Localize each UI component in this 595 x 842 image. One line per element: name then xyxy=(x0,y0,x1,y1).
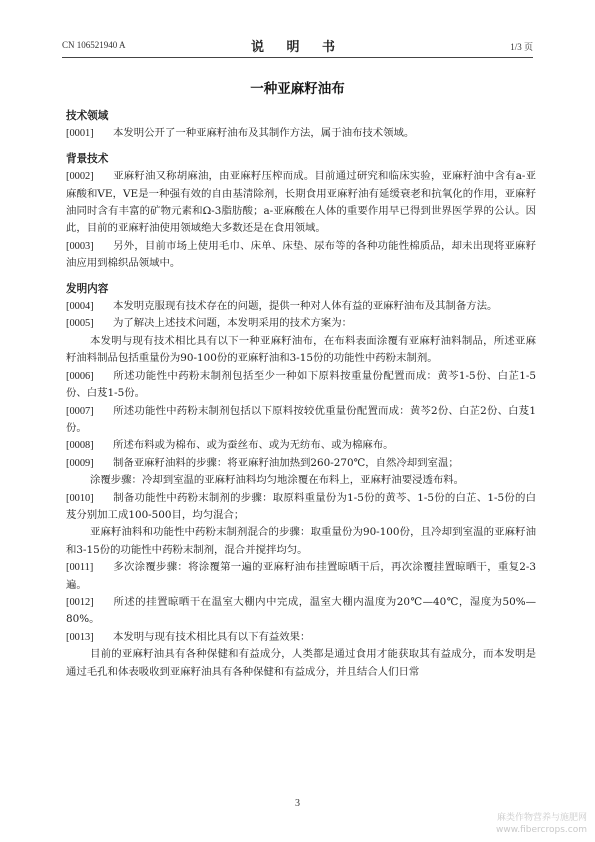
paragraph-number: [0002] xyxy=(66,171,94,183)
paragraph-number: [0011] xyxy=(66,562,94,574)
numbered-paragraph xyxy=(66,629,536,646)
paragraph-text: 所述布料或为棉布、或为蚕丝布、或为无纺布、或为棉麻布。 xyxy=(113,439,394,452)
numbered-paragraph xyxy=(66,238,536,273)
section-heading: 背景技术 xyxy=(66,152,109,165)
numbered-paragraph xyxy=(66,168,536,238)
section-spacer xyxy=(66,273,536,281)
document-title: 一种亚麻籽油布 xyxy=(250,81,345,97)
paragraph-number: [0013] xyxy=(66,631,94,643)
page-header xyxy=(62,36,533,54)
paragraph-number: [0001] xyxy=(66,128,94,140)
paragraph-number: [0004] xyxy=(66,301,94,313)
watermark-url: www.fibercrops.com xyxy=(496,825,587,835)
paragraph-number: [0006] xyxy=(66,370,94,382)
numbered-paragraph xyxy=(66,315,536,332)
paragraph-text: 另外，目前市场上使用毛巾、床单、床垫、尿布等的各种功能性棉质品，却未出现将亚麻籽油应用到棉织品领域中。 xyxy=(66,239,536,270)
paragraph-number: [0003] xyxy=(66,240,94,252)
numbered-paragraph xyxy=(66,437,536,454)
paragraph-text: 制备功能性中药粉末制剂的步骤：取原料重量份为1-5份的黄芩、1-5份的白芷、1-5份的白芨分别加工成100-500目，均匀混合； xyxy=(66,491,536,521)
paragraph-text: 本发明克服现有技术存在的问题，提供一种对人体有益的亚麻籽油布及其制备方法。 xyxy=(113,300,498,313)
paragraph-text: 亚麻籽油又称胡麻油，由亚麻籽压榨而成。目前通过研究和临床实验，亚麻籽油中含有a-亚麻酸和VE，VE是一种强有效的自由基清除剂，长期食用亚麻籽油有延缓衰老和抗氧化的作用，亚麻籽油同时含有丰富的矿物元素和Ω-3脂肪酸；a-亚麻酸在人体的重要作用早已得到世界医学界的公认。因此，目前的亚麻籽油使用领域绝大多数还是在食用领域。 xyxy=(66,170,536,235)
paragraph-text: 本发明与现有技术相比具有以下有益效果： xyxy=(113,630,311,643)
paragraph-text: 为了解决上述技术问题，本发明采用的技术方案为： xyxy=(113,317,352,330)
section-heading: 发明内容 xyxy=(66,282,109,295)
header-divider xyxy=(62,57,533,58)
indented-paragraph: 目前的亚麻籽油具有各种保健和有益成分，人类都是通过食用才能获取其有益成分，而本发明是通过毛孔和体表吸收到亚麻籽油具有各种保健和有益成分，并且结合人们日常 xyxy=(66,648,536,678)
numbered-paragraph xyxy=(66,368,536,403)
patent-number: CN 106521940 A xyxy=(62,40,126,50)
numbered-paragraph xyxy=(66,403,536,438)
numbered-paragraph xyxy=(66,455,536,472)
paragraph-number: [0010] xyxy=(66,492,94,504)
paragraph-text: 制备亚麻籽油料的步骤：将亚麻籽油加热到260-270℃，自然冷却到室温； xyxy=(113,456,459,469)
paragraph-number: [0008] xyxy=(66,440,94,452)
paragraph-text: 多次涂覆步骤：将涂覆第一遍的亚麻籽油布挂置晾晒干后，再次涂覆挂置晾晒干，重复2-3遍。 xyxy=(66,561,536,591)
paragraph-number: [0005] xyxy=(66,318,94,330)
paragraph-text: 本发明公开了一种亚麻籽油布及其制作方法，属于油布技术领域。 xyxy=(113,127,415,140)
watermark-text: 麻类作物营养与施肥网 xyxy=(496,813,587,823)
numbered-paragraph xyxy=(66,125,536,142)
paragraph-text: 所述功能性中药粉末制剂包括至少一种如下原料按重量份配置而成：黄芩1-5份、白芷1-5份、白芨1-5份。 xyxy=(66,369,536,400)
document-body xyxy=(66,108,536,681)
page-number: 3 xyxy=(295,798,300,809)
watermark xyxy=(496,812,587,836)
indented-paragraph: 亚麻籽油料和功能性中药粉末制剂混合的步骤：取重量份为90-100份，且冷却到室温的亚麻籽油和3-15份的功能性中药粉末制剂，混合并搅拌均匀。 xyxy=(66,526,536,556)
header-title: 说 明 书 xyxy=(250,40,345,55)
numbered-paragraph xyxy=(66,594,536,629)
numbered-paragraph xyxy=(66,559,536,594)
paragraph-text: 所述的挂置晾晒干在温室大棚内中完成，温室大棚内温度为20℃—40℃，湿度为50%—80%。 xyxy=(66,595,536,626)
indented-paragraph: 本发明与现有技术相比具有以下一种亚麻籽油布，在布料表面涂覆有亚麻籽油料制品，所述亚麻籽油料制品包括重量份为90-100份的亚麻籽油和3-15份的功能性中药粉末制剂。 xyxy=(66,334,536,365)
numbered-paragraph xyxy=(66,490,536,525)
paragraph-number: [0007] xyxy=(66,405,94,417)
paragraph-number: [0009] xyxy=(66,457,94,469)
section-spacer xyxy=(66,143,536,151)
indented-paragraph: 涂覆步骤：冷却到室温的亚麻籽油料均匀地涂覆在布料上，亚麻籽油要浸透布料。 xyxy=(90,474,465,487)
paragraph-text: 所述功能性中药粉末制剂包括以下原料按较优重量份配置而成：黄芩2份、白芷2份、白芨1份。 xyxy=(66,404,536,434)
paragraph-number: [0012] xyxy=(66,596,94,608)
page-count: 1/3 页 xyxy=(510,42,533,52)
numbered-paragraph xyxy=(66,298,536,315)
section-heading: 技术领域 xyxy=(66,110,109,122)
